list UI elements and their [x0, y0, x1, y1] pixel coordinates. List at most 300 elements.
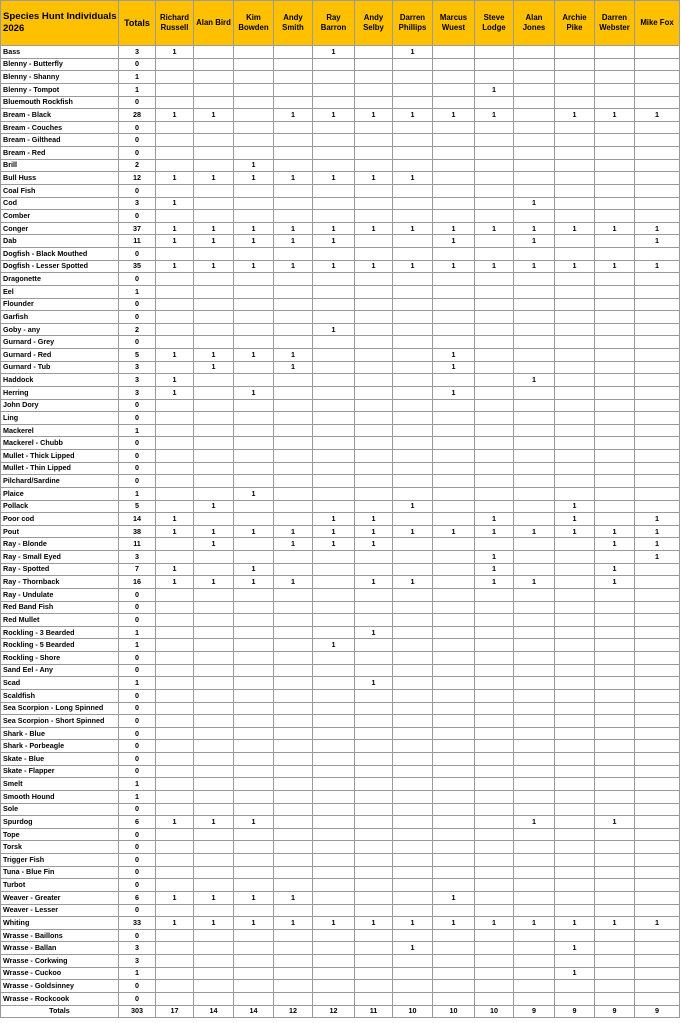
catch-cell [475, 955, 514, 968]
catch-cell: 1 [156, 525, 194, 538]
catch-cell [393, 437, 433, 450]
catch-cell [635, 576, 680, 589]
catch-cell [156, 159, 194, 172]
catch-cell [475, 980, 514, 993]
catch-cell [555, 71, 595, 84]
species-name: Ray - Spotted [1, 563, 119, 576]
catch-cell [635, 500, 680, 513]
catch-cell: 1 [595, 917, 635, 930]
catch-cell [595, 854, 635, 867]
catch-cell [393, 778, 433, 791]
catch-cell [234, 854, 274, 867]
catch-cell [555, 854, 595, 867]
catch-cell [234, 46, 274, 59]
catch-cell [194, 614, 234, 627]
catch-cell [514, 740, 555, 753]
catch-cell [514, 538, 555, 551]
catch-cell [475, 816, 514, 829]
table-row [1, 399, 680, 412]
species-total: 0 [119, 588, 156, 601]
catch-cell [355, 121, 393, 134]
catch-cell: 1 [635, 538, 680, 551]
catch-cell [555, 639, 595, 652]
catch-cell [433, 46, 475, 59]
catch-cell [393, 386, 433, 399]
species-total: 0 [119, 273, 156, 286]
catch-cell [635, 285, 680, 298]
catch-cell: 1 [355, 576, 393, 589]
catch-cell [393, 664, 433, 677]
catch-cell: 1 [514, 917, 555, 930]
catch-cell [234, 462, 274, 475]
table-row [1, 386, 680, 399]
species-total: 5 [119, 349, 156, 362]
catch-cell: 1 [393, 917, 433, 930]
catch-cell [194, 652, 234, 665]
catch-cell [475, 273, 514, 286]
catch-cell: 1 [274, 538, 313, 551]
species-name: Rockling - 5 Bearded [1, 639, 119, 652]
catch-cell: 1 [194, 235, 234, 248]
catch-cell [635, 929, 680, 942]
catch-cell [475, 677, 514, 690]
species-name: Torsk [1, 841, 119, 854]
catch-cell [555, 664, 595, 677]
catch-cell [313, 311, 355, 324]
header-row [1, 1, 680, 46]
table-row [1, 109, 680, 122]
species-total: 0 [119, 765, 156, 778]
catch-cell [433, 424, 475, 437]
catch-cell [433, 437, 475, 450]
species-name: Ray - Small Eyed [1, 551, 119, 564]
catch-cell: 1 [475, 222, 514, 235]
table-row [1, 323, 680, 336]
catch-cell [555, 980, 595, 993]
catch-cell: 1 [595, 222, 635, 235]
species-total: 0 [119, 134, 156, 147]
catch-cell [555, 538, 595, 551]
catch-cell: 1 [595, 576, 635, 589]
table-row [1, 955, 680, 968]
catch-cell [156, 412, 194, 425]
catch-cell [475, 197, 514, 210]
catch-cell [393, 311, 433, 324]
catch-cell: 1 [234, 563, 274, 576]
species-total: 0 [119, 450, 156, 463]
catch-cell [393, 765, 433, 778]
catch-cell: 1 [234, 260, 274, 273]
catch-cell [156, 399, 194, 412]
catch-cell: 1 [156, 172, 194, 185]
catch-cell [433, 955, 475, 968]
species-total: 1 [119, 285, 156, 298]
catch-cell [313, 197, 355, 210]
species-name: Turbot [1, 879, 119, 892]
catch-cell [555, 399, 595, 412]
table-row [1, 349, 680, 362]
species-name: Trigger Fish [1, 854, 119, 867]
catch-cell [475, 790, 514, 803]
catch-cell [355, 475, 393, 488]
catch-cell [433, 588, 475, 601]
catch-cell [393, 955, 433, 968]
catch-cell [433, 210, 475, 223]
species-name: Shark - Blue [1, 727, 119, 740]
species-name: Mackerel - Chubb [1, 437, 119, 450]
catch-cell [433, 323, 475, 336]
catch-cell [313, 803, 355, 816]
catch-cell [635, 778, 680, 791]
catch-cell [595, 778, 635, 791]
catch-cell [555, 588, 595, 601]
angler-total: 9 [514, 1005, 555, 1018]
catch-cell: 1 [433, 260, 475, 273]
species-name: Gurnard - Grey [1, 336, 119, 349]
catch-cell [194, 588, 234, 601]
catch-cell [194, 967, 234, 980]
catch-cell [475, 879, 514, 892]
table-row [1, 929, 680, 942]
species-total: 37 [119, 222, 156, 235]
catch-cell [274, 159, 313, 172]
table-row [1, 248, 680, 261]
catch-cell [393, 235, 433, 248]
table-row [1, 374, 680, 387]
table-row [1, 563, 680, 576]
catch-cell [355, 740, 393, 753]
species-name: Ray - Undulate [1, 588, 119, 601]
catch-cell [514, 159, 555, 172]
catch-cell: 1 [313, 525, 355, 538]
catch-cell: 1 [313, 538, 355, 551]
catch-cell [475, 450, 514, 463]
species-name: Flounder [1, 298, 119, 311]
catch-cell [234, 538, 274, 551]
catch-cell [555, 614, 595, 627]
table-row [1, 500, 680, 513]
catch-cell: 1 [274, 349, 313, 362]
catch-cell [274, 778, 313, 791]
catch-cell [514, 298, 555, 311]
catch-cell [595, 500, 635, 513]
catch-cell [355, 854, 393, 867]
species-total: 0 [119, 854, 156, 867]
catch-cell [514, 854, 555, 867]
catch-cell [274, 765, 313, 778]
catch-cell [635, 904, 680, 917]
catch-cell [274, 399, 313, 412]
table-row [1, 172, 680, 185]
catch-cell [194, 399, 234, 412]
catch-cell: 1 [393, 576, 433, 589]
catch-cell [393, 273, 433, 286]
catch-cell: 1 [194, 361, 234, 374]
catch-cell [433, 538, 475, 551]
table-row [1, 361, 680, 374]
table-row [1, 311, 680, 324]
catch-cell [194, 462, 234, 475]
catch-cell [274, 816, 313, 829]
catch-cell [234, 210, 274, 223]
catch-cell: 1 [433, 109, 475, 122]
catch-cell [514, 942, 555, 955]
table-row [1, 992, 680, 1005]
catch-cell [234, 513, 274, 526]
catch-cell [635, 753, 680, 766]
catch-cell [234, 715, 274, 728]
catch-cell [555, 83, 595, 96]
catch-cell [274, 551, 313, 564]
species-name: Dab [1, 235, 119, 248]
totals-row-label: Totals [1, 1005, 119, 1018]
catch-cell [595, 159, 635, 172]
catch-cell [555, 866, 595, 879]
catch-cell [635, 298, 680, 311]
catch-cell [393, 854, 433, 867]
catch-cell [635, 980, 680, 993]
catch-cell [393, 841, 433, 854]
catch-cell [475, 487, 514, 500]
catch-cell [313, 437, 355, 450]
species-total: 0 [119, 715, 156, 728]
table-row [1, 816, 680, 829]
catch-cell [274, 980, 313, 993]
catch-cell: 1 [234, 487, 274, 500]
catch-cell [194, 841, 234, 854]
catch-cell [194, 551, 234, 564]
catch-cell [514, 828, 555, 841]
catch-cell: 1 [475, 260, 514, 273]
catch-cell [194, 83, 234, 96]
species-name: Eel [1, 285, 119, 298]
angler-header: Marcus Wuest [433, 1, 475, 46]
catch-cell [595, 437, 635, 450]
catch-cell: 1 [514, 525, 555, 538]
catch-cell [635, 386, 680, 399]
catch-cell [595, 753, 635, 766]
catch-cell: 1 [274, 260, 313, 273]
catch-cell [156, 702, 194, 715]
species-name: Whiting [1, 917, 119, 930]
catch-cell [595, 121, 635, 134]
catch-cell [635, 626, 680, 639]
catch-cell [313, 702, 355, 715]
angler-header: Alan Jones [514, 1, 555, 46]
catch-cell [433, 450, 475, 463]
catch-cell [194, 727, 234, 740]
catch-cell [355, 374, 393, 387]
catch-cell: 1 [475, 109, 514, 122]
catch-cell [555, 702, 595, 715]
catch-cell [555, 184, 595, 197]
catch-cell [595, 828, 635, 841]
catch-cell [156, 866, 194, 879]
catch-cell [194, 386, 234, 399]
catch-cell: 1 [313, 222, 355, 235]
table-row [1, 879, 680, 892]
catch-cell [156, 83, 194, 96]
catch-cell [433, 172, 475, 185]
catch-cell [514, 980, 555, 993]
catch-cell [274, 147, 313, 160]
catch-cell [595, 639, 635, 652]
catch-cell [475, 639, 514, 652]
catch-cell [475, 689, 514, 702]
species-total: 6 [119, 816, 156, 829]
catch-cell [194, 866, 234, 879]
catch-cell [234, 273, 274, 286]
catch-cell [555, 248, 595, 261]
catch-cell [355, 614, 393, 627]
catch-cell [355, 866, 393, 879]
catch-cell [313, 96, 355, 109]
species-name: Wrasse - Ballan [1, 942, 119, 955]
catch-cell [514, 361, 555, 374]
catch-cell [514, 273, 555, 286]
catch-cell [635, 816, 680, 829]
catch-cell [635, 790, 680, 803]
catch-cell [355, 891, 393, 904]
catch-cell [555, 879, 595, 892]
catch-cell [555, 803, 595, 816]
catch-cell: 1 [156, 386, 194, 399]
catch-cell [274, 197, 313, 210]
catch-cell [313, 475, 355, 488]
catch-cell: 1 [274, 222, 313, 235]
catch-cell: 1 [355, 525, 393, 538]
catch-cell [595, 96, 635, 109]
catch-cell: 1 [475, 513, 514, 526]
table-row [1, 273, 680, 286]
catch-cell [156, 664, 194, 677]
catch-cell [234, 929, 274, 942]
catch-cell [595, 702, 635, 715]
catch-cell [475, 626, 514, 639]
species-total: 16 [119, 576, 156, 589]
catch-cell [433, 500, 475, 513]
species-name: Wrasse - Goldsinney [1, 980, 119, 993]
catch-cell [194, 942, 234, 955]
table-row [1, 576, 680, 589]
catch-cell [514, 311, 555, 324]
catch-cell [475, 891, 514, 904]
catch-cell [194, 702, 234, 715]
catch-cell [433, 879, 475, 892]
catch-cell [313, 147, 355, 160]
catch-cell [156, 803, 194, 816]
catch-cell: 1 [433, 891, 475, 904]
catch-cell [393, 740, 433, 753]
catch-cell [234, 551, 274, 564]
table-row [1, 525, 680, 538]
catch-cell [514, 702, 555, 715]
catch-cell: 1 [234, 386, 274, 399]
catch-cell [514, 399, 555, 412]
catch-cell [595, 891, 635, 904]
species-name: Scad [1, 677, 119, 690]
catch-cell [194, 71, 234, 84]
catch-cell [156, 955, 194, 968]
catch-cell [274, 46, 313, 59]
catch-cell [393, 121, 433, 134]
catch-cell: 1 [194, 349, 234, 362]
catch-cell [313, 58, 355, 71]
catch-cell [274, 58, 313, 71]
catch-cell [274, 715, 313, 728]
catch-cell: 1 [475, 551, 514, 564]
catch-cell [433, 121, 475, 134]
catch-cell [595, 626, 635, 639]
catch-cell [355, 551, 393, 564]
catch-cell [355, 727, 393, 740]
species-name: Blenny - Shanny [1, 71, 119, 84]
species-total: 0 [119, 992, 156, 1005]
catch-cell [393, 702, 433, 715]
catch-cell [194, 563, 234, 576]
catch-cell [274, 854, 313, 867]
catch-cell: 1 [475, 917, 514, 930]
catch-cell [393, 866, 433, 879]
catch-cell: 1 [234, 917, 274, 930]
catch-cell [514, 285, 555, 298]
species-name: Pout [1, 525, 119, 538]
catch-cell [514, 841, 555, 854]
catch-cell [433, 576, 475, 589]
species-total: 35 [119, 260, 156, 273]
catch-cell [355, 664, 393, 677]
catch-cell: 1 [194, 109, 234, 122]
species-name: Smooth Hound [1, 790, 119, 803]
catch-cell [635, 727, 680, 740]
catch-cell [355, 790, 393, 803]
catch-cell [635, 891, 680, 904]
table-row [1, 235, 680, 248]
catch-cell [433, 740, 475, 753]
catch-cell [635, 210, 680, 223]
catch-cell [514, 778, 555, 791]
catch-cell [433, 475, 475, 488]
catch-cell [514, 753, 555, 766]
catch-cell [475, 424, 514, 437]
catch-cell [393, 475, 433, 488]
catch-cell [514, 891, 555, 904]
catch-cell [635, 323, 680, 336]
catch-cell [475, 727, 514, 740]
catch-cell [156, 500, 194, 513]
catch-cell [274, 601, 313, 614]
catch-cell [274, 513, 313, 526]
catch-cell [313, 601, 355, 614]
catch-cell: 1 [595, 260, 635, 273]
catch-cell [194, 854, 234, 867]
catch-cell [433, 601, 475, 614]
catch-cell [514, 386, 555, 399]
catch-cell [355, 273, 393, 286]
catch-cell [514, 955, 555, 968]
catch-cell [555, 285, 595, 298]
catch-cell [635, 614, 680, 627]
catch-cell [234, 626, 274, 639]
catch-cell [313, 689, 355, 702]
catch-cell [514, 904, 555, 917]
species-total: 1 [119, 778, 156, 791]
catch-cell [234, 967, 274, 980]
catch-cell [156, 437, 194, 450]
catch-cell [555, 235, 595, 248]
catch-cell [433, 992, 475, 1005]
catch-cell [274, 702, 313, 715]
